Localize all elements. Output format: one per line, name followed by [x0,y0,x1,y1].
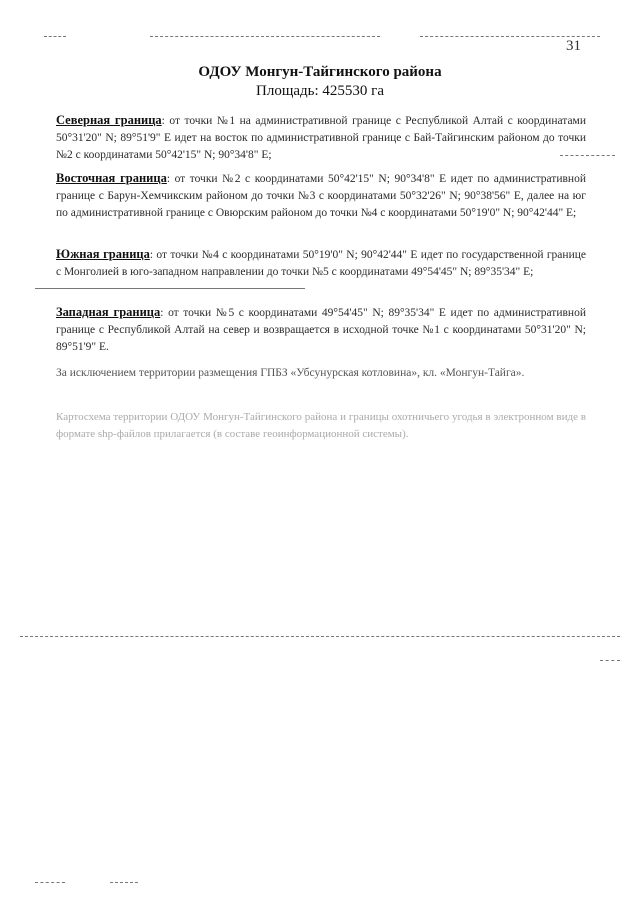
scan-artifact-line-south [35,288,305,289]
south-boundary-text: : от точки №4 с координатами 50°19'0" N; 90°42'44" E идет по государственной границе с Монголией в юго-западном направлении до точки №5 с координатами 49°54'45" N; 89°35'34" E; [56,249,586,278]
north-boundary-heading: Северная граница [56,113,162,127]
document-title: ОДОУ Монгун-Тайгинского района [198,64,442,80]
map-attachment-note: Картосхема территории ОДОУ Монгун-Тайгинского района и границы охотничьего угодья в электронном виде в формате shp-файлов прилагается (в составе геоинформационной системы). [56,411,586,440]
south-boundary-heading: Южная граница [56,247,150,261]
page-number: 31 [566,38,581,54]
scan-artifact-line-footer [110,882,138,883]
scan-artifact-line-bottom-right [600,660,620,661]
scan-artifact-line-bottom [20,636,620,637]
east-boundary-heading: Восточная граница [56,171,167,185]
north-boundary-text: : от точки №1 на административной границе с Республикой Алтай с координатами 50°31'20" N; 89°51'9" E идет на восток по административной границе с Бай-Тайгинским районом до точки №2 с координатами 50°42'15" N; 90°34'8" E; [56,115,586,161]
exclusion-note: За исключением территории размещения ГПБЗ «Убсунурская котловина», кл. «Монгун-Тайга». [56,367,525,379]
west-boundary-paragraph [56,304,586,356]
scan-artifact-line-top [150,36,380,37]
scan-artifact-line-top-left [44,36,66,37]
south-boundary-paragraph [56,246,586,281]
west-boundary-heading: Западная граница [56,305,161,319]
north-boundary-paragraph [56,112,586,164]
scan-artifact-line-footer-left [35,882,65,883]
east-boundary-text: : от точки №2 с координатами 50°42'15" N; 90°34'8" E идет по административной границе с Барун-Хемчикским районом до точки №3 с координатами 50°32'26" N; 90°38'56" E, далее на юг по административной границе с Овюрским районом до точки №4 с координатами 50°19'0" N; 90°42'44" E; [56,173,586,219]
area-line: Площадь: 425530 га [256,83,384,99]
scan-artifact-line-top-right [420,36,600,37]
west-boundary-text: : от точки №5 с координатами 49°54'45" N; 89°35'34" E идет по административной границе с Республикой Алтай на север и возвращается в исходной точке №1 с координатами 50°31'20" N; 89°51'9" E. [56,307,586,353]
east-boundary-paragraph [56,170,586,222]
